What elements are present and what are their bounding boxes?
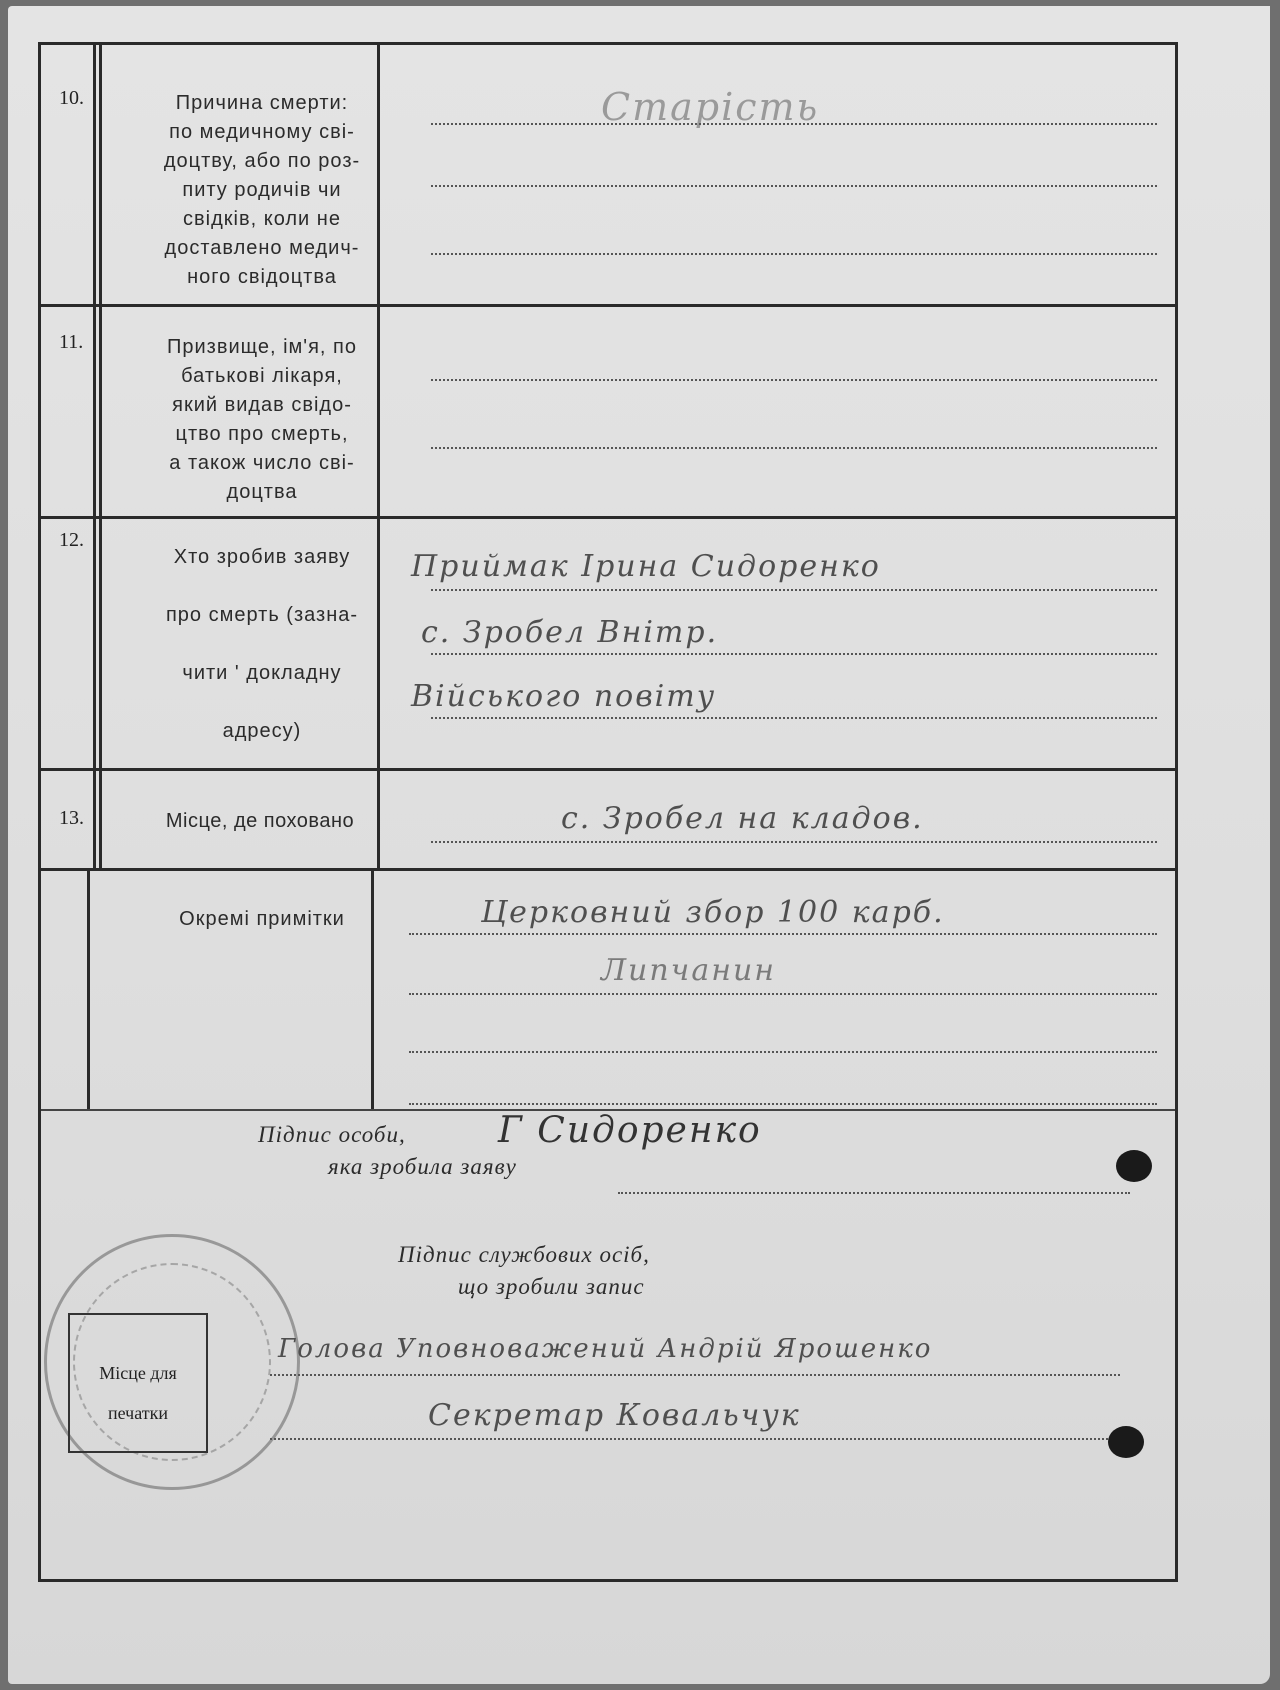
declarant-signature: Г Сидоренко — [498, 1110, 762, 1151]
form-row-cause-of-death — [41, 45, 1175, 307]
row-label: Хто зробив заяву про смерть (зазна- чити ' докладну адресу) — [165, 546, 359, 742]
row-label: Окремі примітки — [179, 908, 345, 930]
seal-box-label: печатки — [108, 1403, 168, 1423]
handwritten-entry: с. Зробел Внітр. — [421, 615, 719, 650]
form-row-doctor — [41, 307, 1175, 519]
binder-hole — [1108, 1426, 1144, 1458]
officials-signature-label: що зробили запис — [458, 1274, 645, 1299]
binder-hole — [1116, 1150, 1152, 1182]
officials-signature-label: Підпис службових осіб, — [398, 1242, 650, 1267]
form-row-burial-place — [41, 771, 1175, 871]
handwritten-entry: Липчанин — [601, 953, 777, 988]
row-number: 12. — [59, 529, 84, 551]
seal-box-label: Місце для — [99, 1363, 177, 1383]
row-number: 11. — [59, 331, 84, 353]
handwritten-entry: Церковний збор 100 карб. — [481, 895, 945, 930]
row-label: Причина смерти: по медичному сві- доцтву, або по роз- питу родичів чи свідків, коли не доставлено медич- ного свідоцтва — [163, 92, 361, 288]
handwritten-entry: Війського повіту — [411, 679, 717, 714]
row-label: Призвище, ім'я, по батькові лікаря, який видав свідо- цтво про смерть, а також число сві- доцтва — [166, 336, 357, 503]
official-signature: Секретар Ковальчук — [428, 1398, 801, 1433]
handwritten-entry: Старість — [601, 85, 820, 129]
declarant-signature-label: яка зробила заяву — [328, 1154, 517, 1179]
form-row-declarant — [41, 519, 1175, 771]
row-label: Місце, де поховано — [165, 810, 355, 832]
seal-placeholder-box — [68, 1313, 208, 1453]
document-page — [8, 6, 1270, 1684]
declarant-signature-label: Підпис особи, — [258, 1122, 406, 1147]
handwritten-entry: с. Зробел на кладов. — [561, 801, 924, 836]
official-signature: Голова Уповноважений Андрій Ярошенко — [278, 1334, 933, 1364]
form-row-notes — [41, 871, 1175, 1111]
row-number: 13. — [59, 807, 84, 829]
handwritten-entry: Приймак Ірина Сидоренко — [411, 549, 881, 584]
row-number: 10. — [59, 87, 84, 109]
